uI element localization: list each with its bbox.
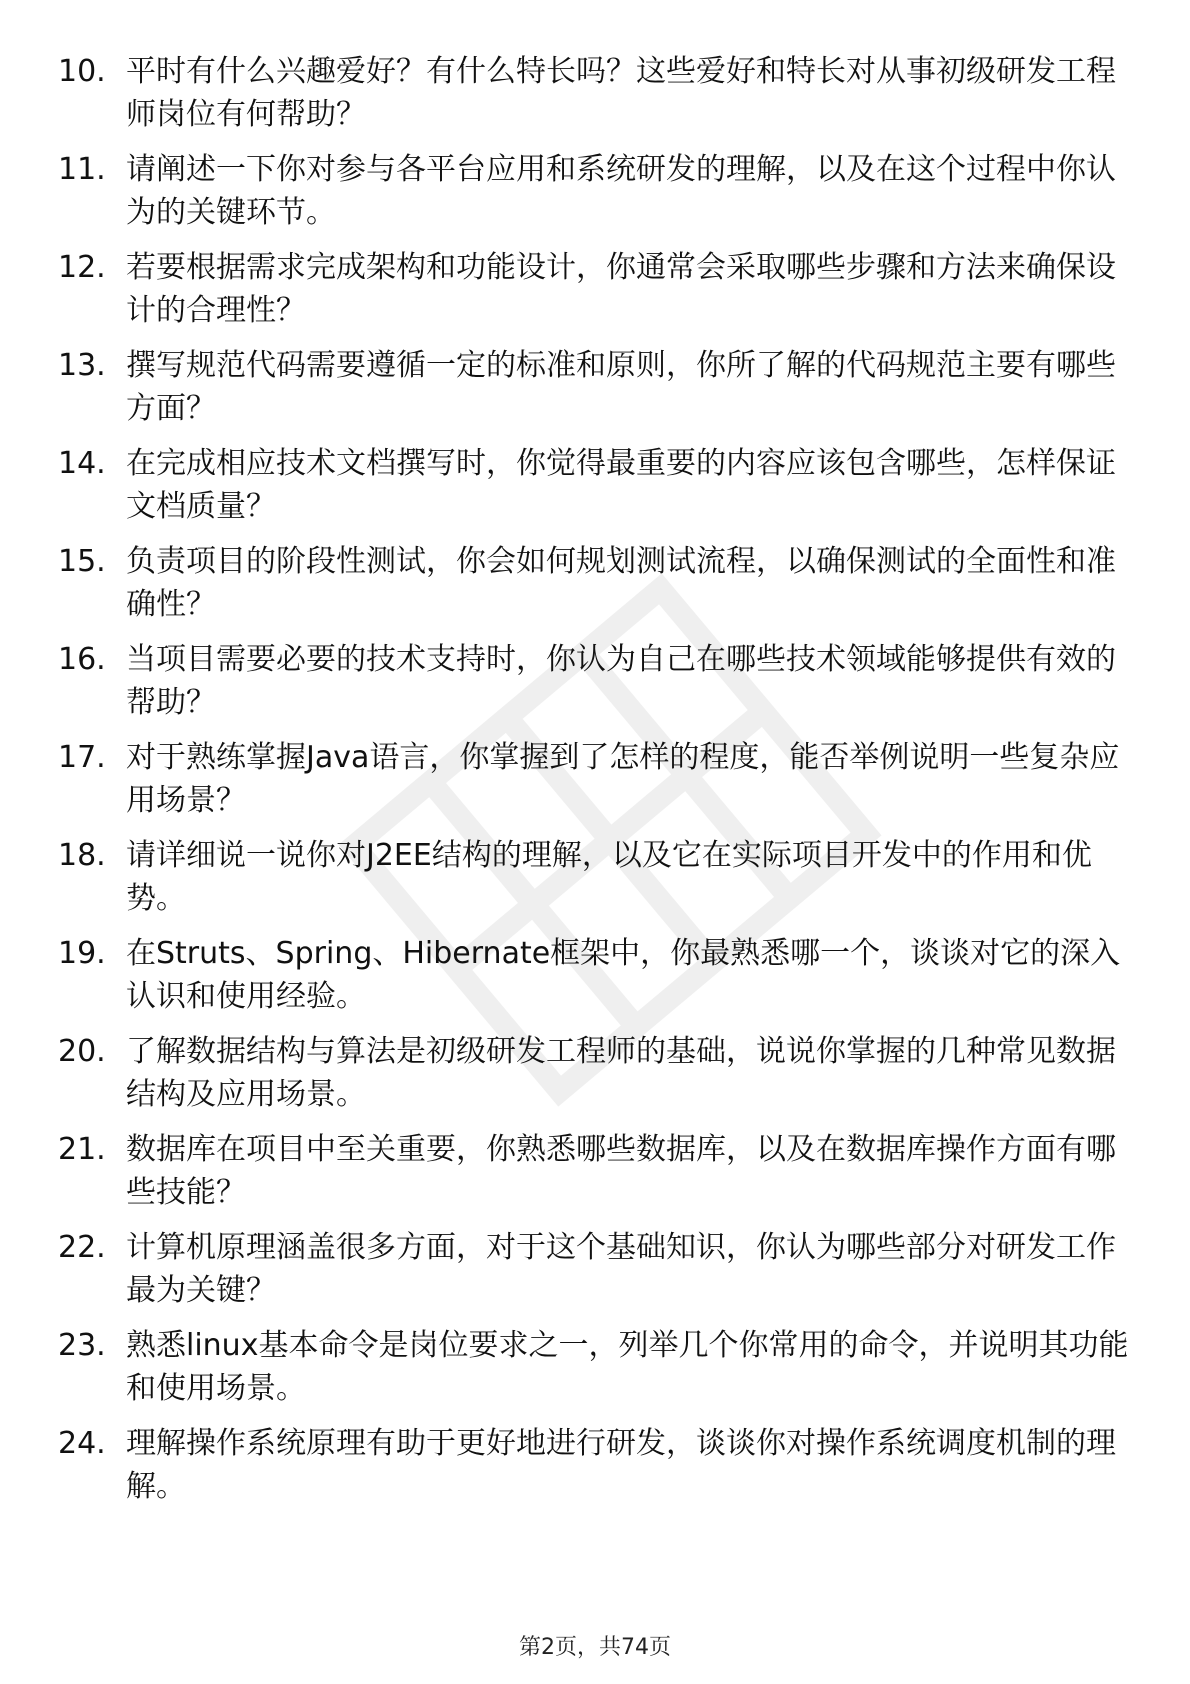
question-text: 当项目需要必要的技术支持时，你认为自己在哪些技术领域能够提供有效的帮助？ [126, 642, 1116, 720]
question-item [58, 50, 1138, 136]
question-text: 平时有什么兴趣爱好？有什么特长吗？这些爱好和特长对从事初级研发工程师岗位有何帮助？ [126, 54, 1116, 132]
question-text: 若要根据需求完成架构和功能设计，你通常会采取哪些步骤和方法来确保设计的合理性？ [126, 250, 1116, 328]
question-item [58, 736, 1138, 822]
question-text: 在Struts、Spring、Hibernate框架中，你最熟悉哪一个，谈谈对它的深入认识和使用经验。 [126, 936, 1121, 1014]
question-item [58, 638, 1138, 724]
question-item [58, 246, 1138, 332]
question-number: 11. [58, 152, 106, 187]
question-text: 撰写规范代码需要遵循一定的标准和原则，你所了解的代码规范主要有哪些方面？ [126, 348, 1116, 426]
question-text: 负责项目的阶段性测试，你会如何规划测试流程，以确保测试的全面性和准确性？ [126, 544, 1116, 622]
question-item [58, 148, 1138, 234]
question-text: 熟悉linux基本命令是岗位要求之一，列举几个你常用的命令，并说明其功能和使用场景。 [126, 1328, 1129, 1406]
question-item [58, 1128, 1138, 1214]
question-item [58, 1422, 1138, 1508]
question-number: 18. [58, 838, 106, 873]
question-item [58, 442, 1138, 528]
question-item [58, 540, 1138, 626]
question-text: 计算机原理涵盖很多方面，对于这个基础知识，你认为哪些部分对研发工作最为关键？ [126, 1230, 1116, 1308]
question-number: 16. [58, 642, 106, 677]
question-text: 理解操作系统原理有助于更好地进行研发，谈谈你对操作系统调度机制的理解。 [126, 1426, 1116, 1504]
question-text: 数据库在项目中至关重要，你熟悉哪些数据库，以及在数据库操作方面有哪些技能？ [126, 1132, 1116, 1210]
question-text: 在完成相应技术文档撰写时，你觉得最重要的内容应该包含哪些，怎样保证文档质量？ [126, 446, 1116, 524]
question-number: 12. [58, 250, 106, 285]
question-item [58, 834, 1138, 920]
question-text: 请阐述一下你对参与各平台应用和系统研发的理解，以及在这个过程中你认为的关键环节。 [126, 152, 1116, 230]
question-item [58, 932, 1138, 1018]
question-number: 17. [58, 740, 106, 775]
question-number: 22. [58, 1230, 106, 1265]
question-number: 24. [58, 1426, 106, 1461]
question-item [58, 344, 1138, 430]
question-text: 对于熟练掌握Java语言，你掌握到了怎样的程度，能否举例说明一些复杂应用场景？ [126, 740, 1120, 818]
question-list [58, 50, 1138, 1520]
question-text: 请详细说一说你对J2EE结构的理解，以及它在实际项目开发中的作用和优势。 [126, 838, 1092, 916]
question-item [58, 1226, 1138, 1312]
question-item [58, 1030, 1138, 1116]
question-number: 20. [58, 1034, 106, 1069]
question-number: 13. [58, 348, 106, 383]
question-number: 19. [58, 936, 106, 971]
question-number: 15. [58, 544, 106, 579]
question-text: 了解数据结构与算法是初级研发工程师的基础，说说你掌握的几种常见数据结构及应用场景。 [126, 1034, 1116, 1112]
page-number-footer: 第2页，共74页 [519, 1635, 671, 1660]
question-number: 14. [58, 446, 106, 481]
question-item [58, 1324, 1138, 1410]
question-number: 23. [58, 1328, 106, 1363]
question-number: 10. [58, 54, 106, 89]
question-number: 21. [58, 1132, 106, 1167]
